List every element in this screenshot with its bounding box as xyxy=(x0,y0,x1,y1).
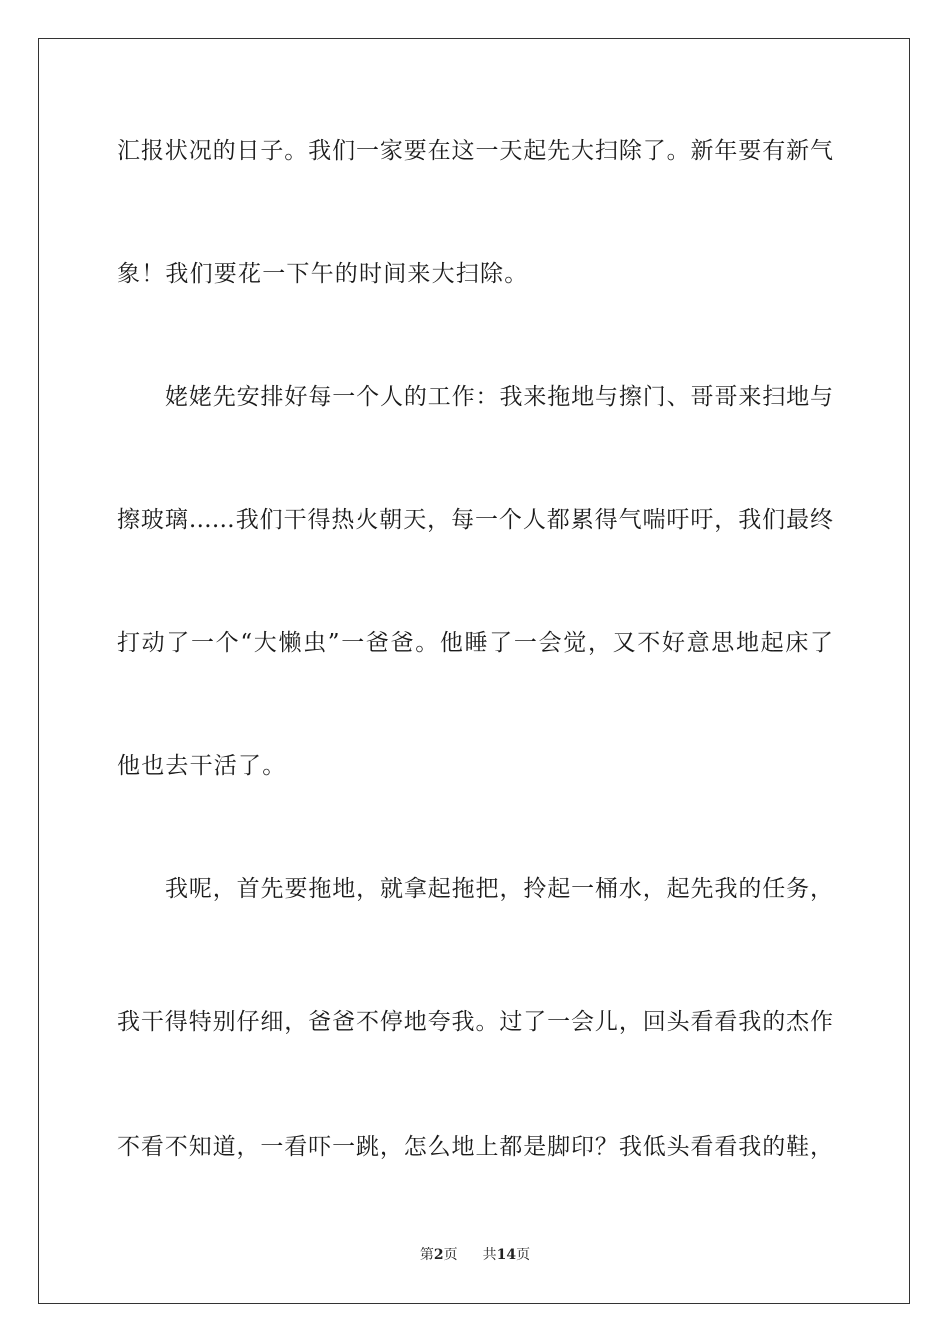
text-line-1: 汇报状况的日子。我们一家要在这一天起先大扫除了。新年要有新气 xyxy=(117,138,833,164)
text-line-7: 我呢，首先要拖地，就拿起拖把，拎起一桶水，起先我的任务， xyxy=(165,876,833,902)
text-line-4: 擦玻璃……我们干得热火朝天，每一个人都累得气喘吁吁，我们最终 xyxy=(117,507,833,533)
total-pages-indicator: 共14页 xyxy=(482,1247,531,1263)
current-page-number: 2 xyxy=(433,1247,444,1263)
page-border xyxy=(38,38,910,1304)
page-footer xyxy=(0,1246,950,1264)
total-page-number: 14 xyxy=(496,1247,517,1263)
text-line-2: 象！我们要花一下午的时间来大扫除。 xyxy=(117,261,529,287)
text-line-9: 不看不知道，一看吓一跳，怎么地上都是脚印？我低头看看我的鞋， xyxy=(117,1134,833,1160)
text-line-3: 姥姥先安排好每一个人的工作：我来拖地与擦门、哥哥来扫地与 xyxy=(165,384,833,410)
text-line-6: 他也去干活了。 xyxy=(117,753,287,779)
page-indicator: 第2页 xyxy=(419,1247,458,1263)
text-line-8: 我干得特别仔细，爸爸不停地夸我。过了一会儿，回头看看我的杰作 xyxy=(117,1009,833,1035)
text-line-5: 打动了一个“大懒虫”一爸爸。他睡了一会觉，又不好意思地起床了 xyxy=(117,630,833,656)
